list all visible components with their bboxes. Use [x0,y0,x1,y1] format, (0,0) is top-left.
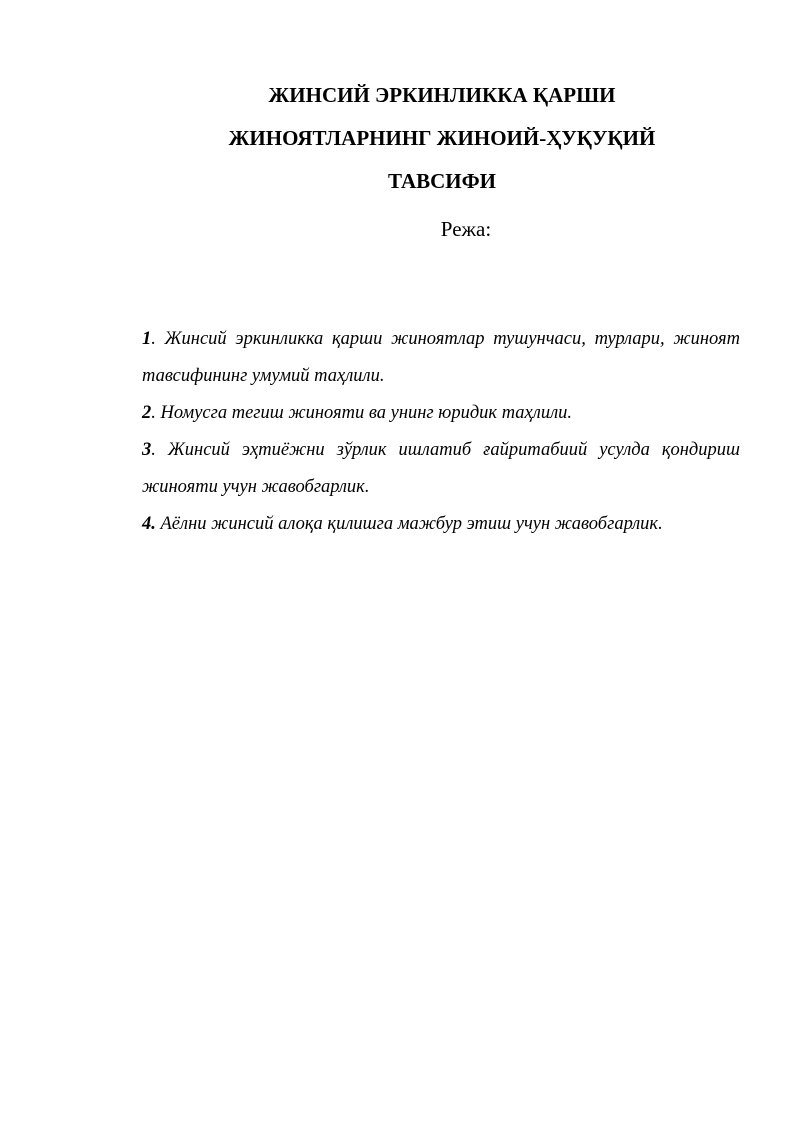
plan-heading: Режа: [440,217,492,241]
plan-item-number: 2 [142,403,152,423]
plan-item-2 [142,395,740,432]
plan-item-text: . Жинсий эҳтиёжни зўрлик ишлатиб ғайритабиий усулда қондириш жинояти учун жавобгарлик. [142,440,740,497]
title-line-1: ЖИНСИЙ ЭРКИНЛИККА ҚАРШИ [268,83,616,107]
title-line-2: ЖИНОЯТЛАРНИНГ ЖИНОИЙ-ҲУҚУҚИЙ [228,126,656,150]
plan-list [142,321,740,543]
plan-item-number: 1 [142,329,152,349]
title-line-3: ТАВСИФИ [387,169,496,193]
plan-item-3 [142,432,740,506]
plan-item-text: Аёлни жинсий алоқа қилишга мажбур этиш учун жавобгарлик. [155,514,663,534]
plan-item-number: 4. [142,514,156,534]
plan-item-1 [142,321,740,395]
document-title [140,74,744,203]
plan-item-text: . Номусга тегиш жинояти ва унинг юридик таҳлили. [151,403,573,423]
plan-item-text: . Жинсий эркинликка қарши жиноятлар тушунчаси, турлари, жиноят тавсифининг умумий таҳлили. [142,329,740,386]
plan-item-4 [142,506,740,543]
plan-item-number: 3 [142,440,152,460]
